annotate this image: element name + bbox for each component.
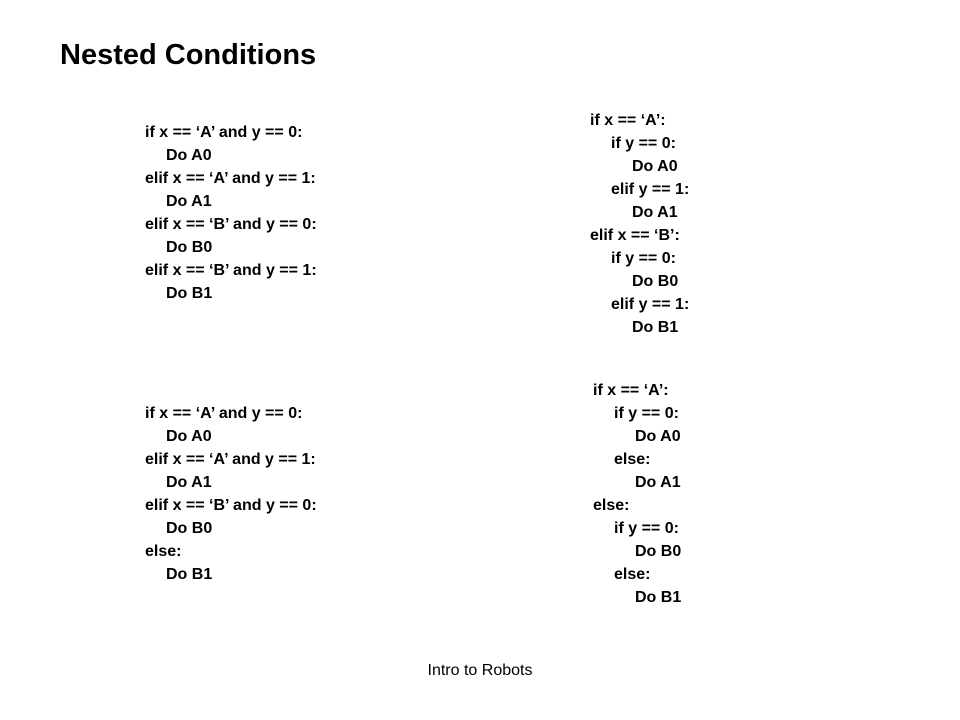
code-line: if y == 0: — [611, 135, 676, 152]
code-line: Do A0 — [166, 147, 212, 164]
slide-footer: Intro to Robots — [427, 662, 533, 679]
code-line: else: — [593, 497, 630, 514]
code-line: elif x == ‘B’ and y == 0: — [145, 497, 317, 514]
code-line: Do B0 — [166, 239, 213, 256]
code-line: Do B1 — [632, 319, 679, 336]
code-line: Do A0 — [632, 158, 678, 175]
code-block-nested-elif — [590, 109, 689, 339]
code-line: Do A0 — [635, 428, 681, 445]
code-line: elif y == 1: — [611, 181, 690, 198]
code-line: Do B1 — [166, 285, 213, 302]
code-line: Do A0 — [166, 428, 212, 445]
code-line: else: — [614, 566, 651, 583]
code-line: elif x == ‘A’ and y == 1: — [145, 170, 316, 187]
code-line: if y == 0: — [614, 520, 679, 537]
code-line: Do A1 — [166, 474, 212, 491]
code-line: if y == 0: — [614, 405, 679, 422]
code-line: if x == ‘A’: — [590, 112, 666, 129]
code-line: Do B1 — [166, 566, 213, 583]
code-block-flat-elif — [145, 121, 317, 305]
code-line: elif y == 1: — [611, 296, 690, 313]
code-line: Do A1 — [635, 474, 681, 491]
code-line: elif x == ‘B’: — [590, 227, 680, 244]
slide-title: Nested Conditions — [60, 39, 317, 71]
code-block-flat-else — [145, 402, 317, 586]
code-line: Do A1 — [632, 204, 678, 221]
code-line: elif x == ‘B’ and y == 0: — [145, 216, 317, 233]
code-line: if x == ‘A’: — [593, 382, 669, 399]
code-line: Do B0 — [632, 273, 679, 290]
code-line: else: — [614, 451, 651, 468]
code-line: Do B1 — [635, 589, 682, 606]
code-line: Do B0 — [635, 543, 682, 560]
code-line: elif x == ‘A’ and y == 1: — [145, 451, 316, 468]
code-line: if y == 0: — [611, 250, 676, 267]
code-line: if x == ‘A’ and y == 0: — [145, 124, 303, 141]
code-line: Do A1 — [166, 193, 212, 210]
code-line: if x == ‘A’ and y == 0: — [145, 405, 303, 422]
code-block-nested-else — [593, 379, 681, 609]
code-line: Do B0 — [166, 520, 213, 537]
code-line: else: — [145, 543, 182, 560]
code-line: elif x == ‘B’ and y == 1: — [145, 262, 317, 279]
